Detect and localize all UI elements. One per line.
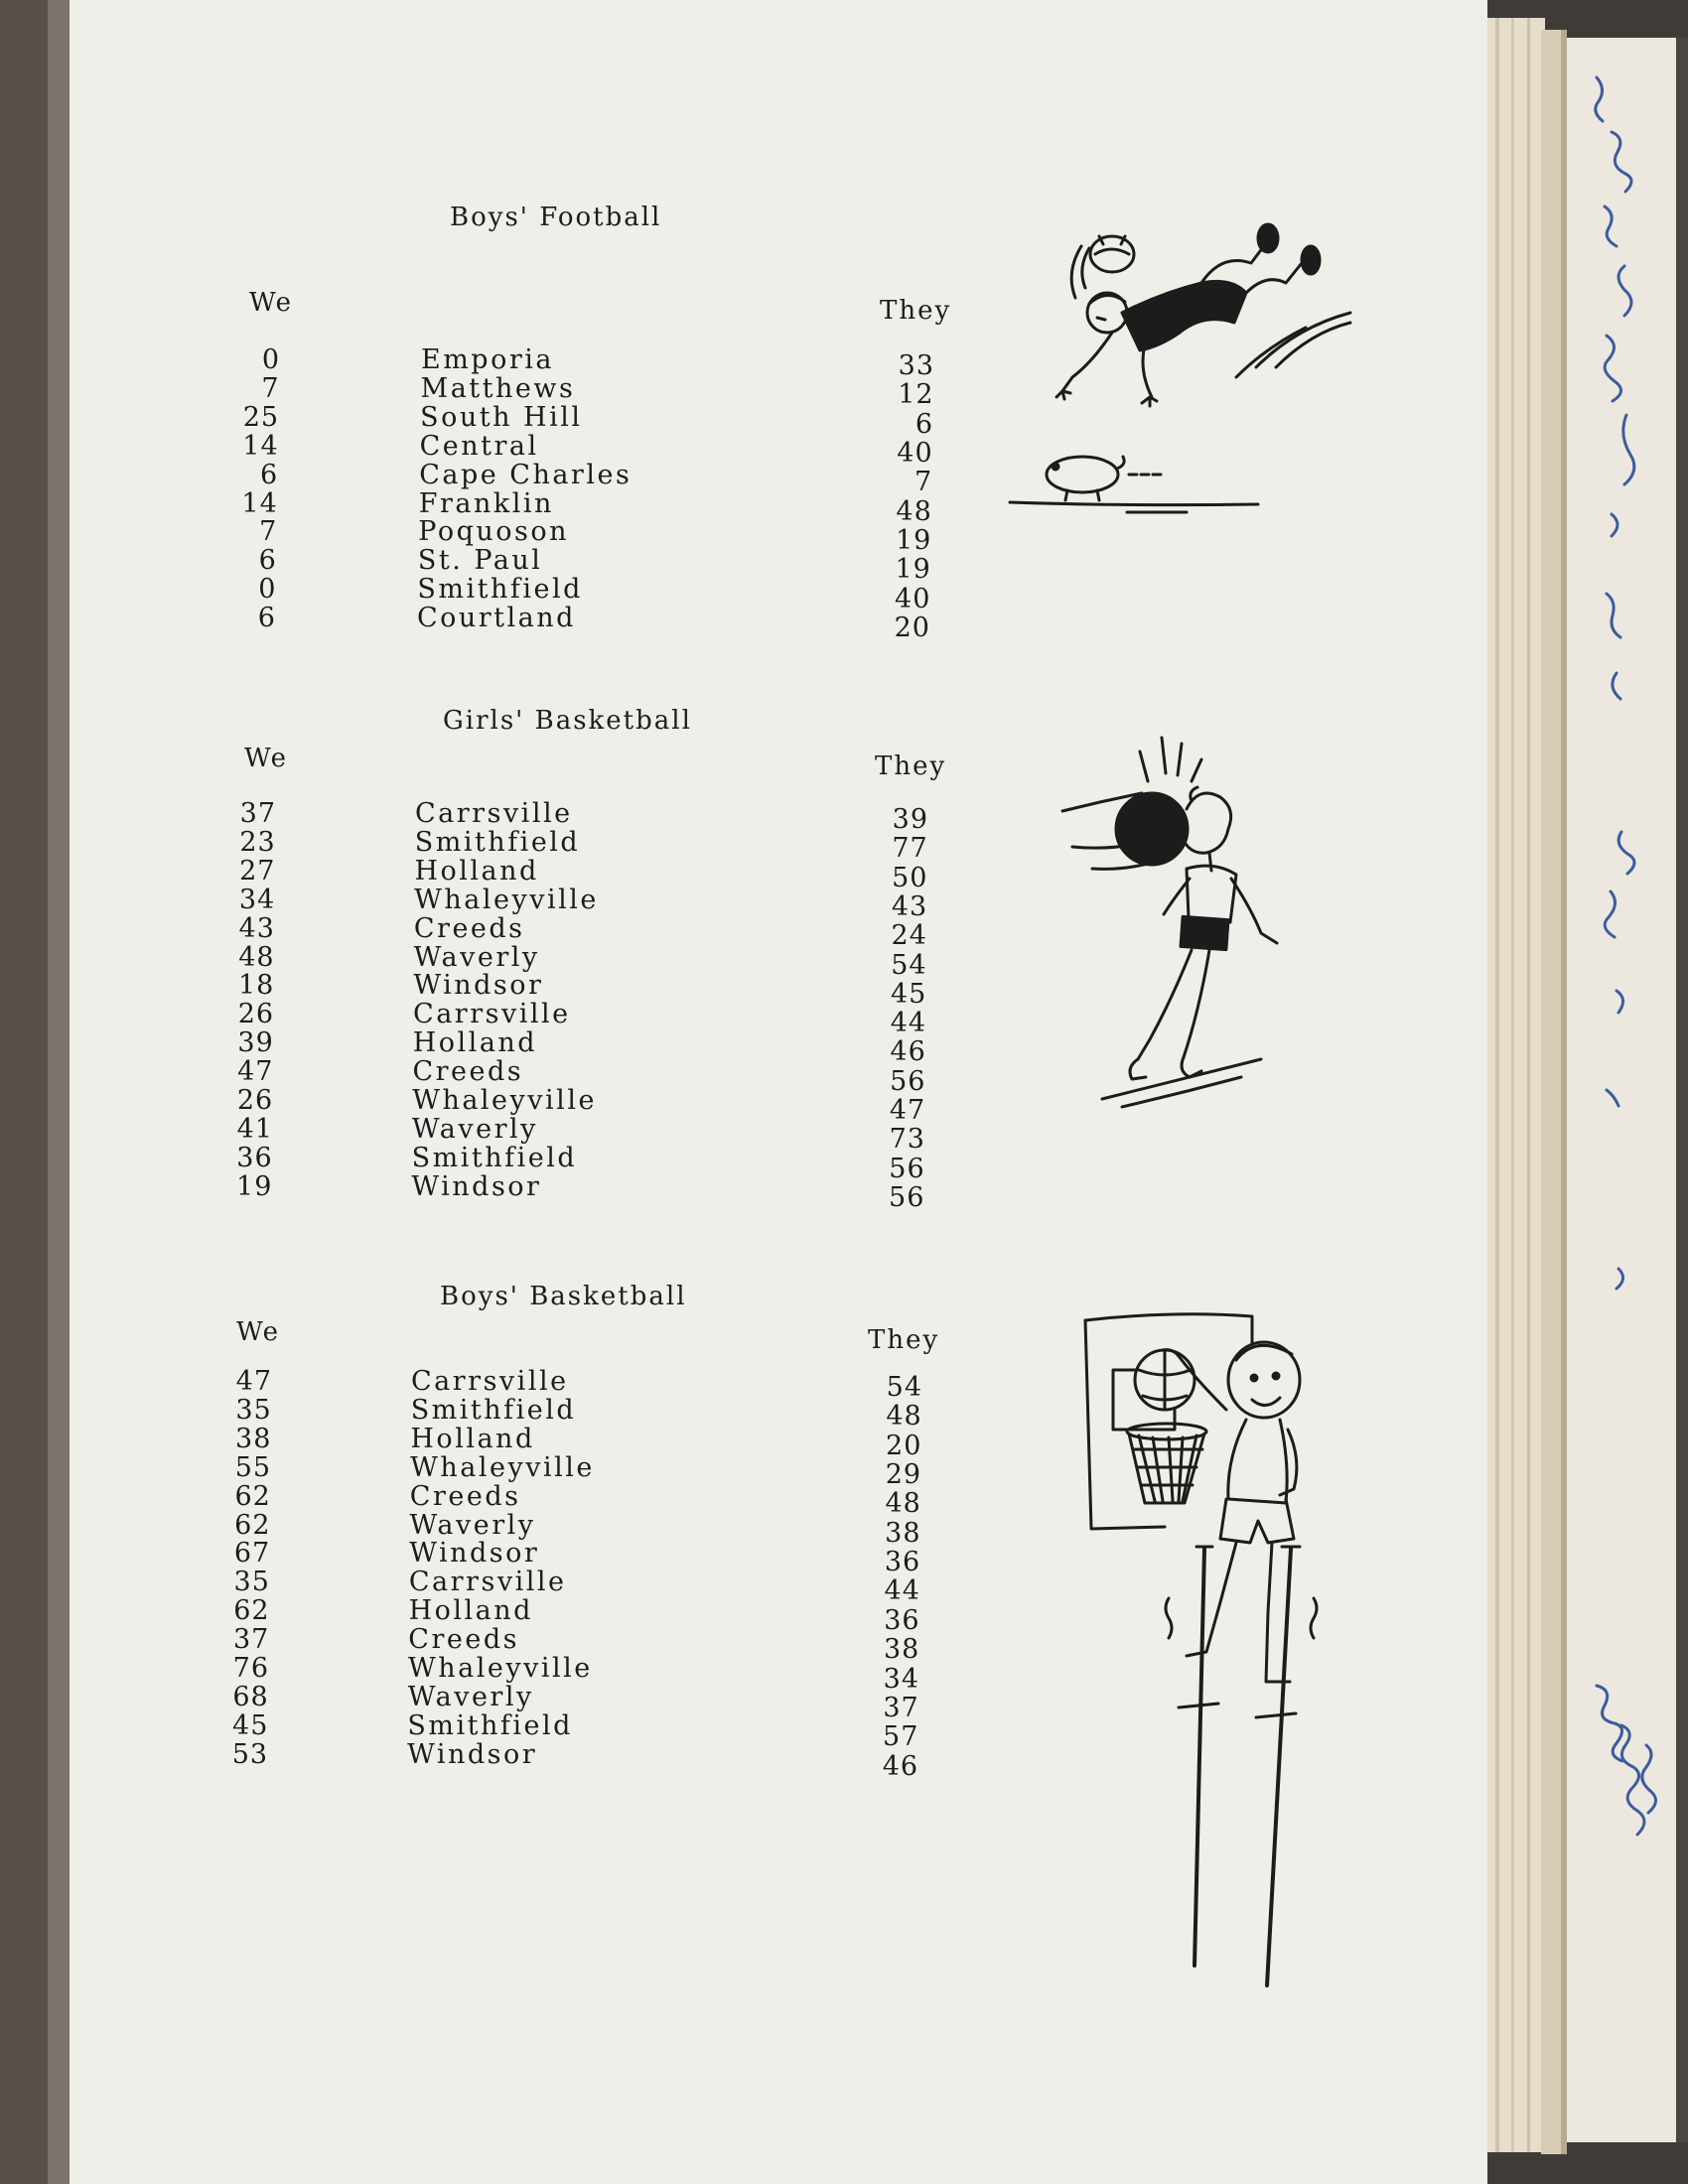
they-score: 7 <box>914 467 933 498</box>
table-row <box>0 1394 993 1433</box>
they-score: 48 <box>886 1401 922 1433</box>
they-score: 54 <box>886 1372 922 1403</box>
opponent-name: Smithfield <box>410 1394 577 1426</box>
opponent-name: Holland <box>408 1595 533 1627</box>
they-score: 46 <box>882 1750 919 1782</box>
opponent-name: Waverly <box>411 1113 538 1145</box>
table-row <box>0 912 993 952</box>
opponent-name: Windsor <box>411 1170 542 1202</box>
table-row <box>0 1738 993 1782</box>
they-score: 34 <box>883 1663 919 1695</box>
we-score: 34 <box>238 884 276 915</box>
we-score: 6 <box>260 459 279 490</box>
table-row <box>0 1027 993 1068</box>
we-score: 27 <box>239 855 276 887</box>
table-row <box>0 970 993 1010</box>
we-score: 47 <box>235 1366 272 1397</box>
we-score: 23 <box>239 826 276 858</box>
they-score: 40 <box>895 583 931 614</box>
opponent-name: Carrsville <box>413 999 571 1030</box>
we-score: 35 <box>235 1394 272 1426</box>
table-row <box>0 459 993 498</box>
they-score: 38 <box>883 1634 920 1666</box>
we-score: 14 <box>241 487 278 519</box>
we-score: 39 <box>237 1027 274 1059</box>
we-score: 38 <box>235 1423 272 1454</box>
they-score: 46 <box>890 1036 926 1068</box>
opponent-name: Waverly <box>409 1509 536 1541</box>
table-row <box>0 826 993 865</box>
table-row <box>0 574 993 614</box>
they-score: 54 <box>891 949 927 981</box>
we-score: 47 <box>237 1056 274 1088</box>
they-score: 43 <box>891 890 928 922</box>
opponent-name: Smithfield <box>407 1709 573 1741</box>
table-row <box>0 1480 993 1520</box>
table-row <box>0 855 993 893</box>
they-score: 73 <box>889 1124 925 1156</box>
opponent-name: Whaleyville <box>412 1085 597 1116</box>
they-score: 44 <box>890 1008 927 1039</box>
table-row <box>0 1056 993 1097</box>
table-row <box>0 603 993 644</box>
we-score: 25 <box>242 401 280 433</box>
opponent-name: Courtland <box>416 603 576 634</box>
they-score: 6 <box>914 408 934 440</box>
table-row <box>0 430 993 470</box>
table-row <box>0 798 993 835</box>
we-score: 18 <box>237 970 275 1002</box>
we-score: 36 <box>236 1142 273 1173</box>
table-row <box>0 1085 993 1126</box>
girl-hit-by-basketball-illustration <box>1043 730 1291 1117</box>
opponent-name: Smithfield <box>414 826 581 858</box>
opponent-name: Windsor <box>413 970 544 1002</box>
opponent-name: Creeds <box>408 1624 519 1656</box>
table-row <box>0 1170 993 1213</box>
we-score: 55 <box>234 1451 272 1483</box>
opponent-name: Waverly <box>407 1681 534 1712</box>
opponent-name: Holland <box>410 1423 535 1454</box>
they-score: 38 <box>885 1517 921 1549</box>
opponent-name: Central <box>419 430 539 462</box>
they-score: 48 <box>885 1488 921 1520</box>
opponent-name: Cape Charles <box>419 459 633 490</box>
opponent-name: Carrsville <box>411 1366 569 1397</box>
they-score: 39 <box>892 804 928 835</box>
we-score: 19 <box>236 1170 273 1202</box>
we-score: 62 <box>234 1509 271 1541</box>
we-column-header: We <box>244 744 288 773</box>
we-score: 35 <box>233 1567 270 1598</box>
they-score: 44 <box>884 1575 920 1607</box>
opponent-name: Creeds <box>413 912 525 944</box>
table-row <box>0 545 993 586</box>
opponent-name: St. Paul <box>417 545 543 577</box>
we-score: 14 <box>242 430 279 462</box>
opponent-name: Creeds <box>409 1480 521 1512</box>
they-score: 47 <box>889 1095 926 1126</box>
they-score: 20 <box>886 1430 922 1461</box>
we-score: 6 <box>258 545 277 577</box>
table-row <box>0 516 993 557</box>
table-row <box>0 1142 993 1184</box>
we-column-header: We <box>249 288 293 318</box>
opponent-name: Holland <box>412 1027 538 1059</box>
table-row <box>0 1595 993 1636</box>
they-score: 56 <box>889 1181 925 1213</box>
opponent-name: Windsor <box>409 1538 540 1570</box>
table-row <box>0 1681 993 1723</box>
table-row <box>0 1653 993 1695</box>
we-score: 37 <box>239 798 276 829</box>
we-score: 62 <box>233 1595 270 1627</box>
we-score: 6 <box>257 603 276 634</box>
opponent-name: Whaleyville <box>408 1653 593 1684</box>
they-score: 50 <box>892 862 928 893</box>
we-score: 0 <box>258 574 277 606</box>
they-score: 56 <box>889 1153 925 1184</box>
they-score: 29 <box>885 1459 922 1491</box>
they-score: 40 <box>897 438 933 470</box>
they-score: 56 <box>890 1065 926 1097</box>
table-row <box>0 1509 993 1549</box>
they-score: 37 <box>883 1692 919 1723</box>
opponent-name: Matthews <box>420 372 576 404</box>
opponent-name: Whaleyville <box>410 1451 595 1483</box>
table-row <box>0 1538 993 1578</box>
table-row <box>0 372 993 411</box>
opponent-name: Emporia <box>421 344 554 375</box>
we-score: 7 <box>259 516 278 548</box>
section-title: Boys' Football <box>450 203 662 232</box>
they-score: 19 <box>895 554 931 586</box>
we-score: 76 <box>232 1653 269 1684</box>
opponent-name: Whaleyville <box>414 884 599 915</box>
they-score: 33 <box>898 350 934 381</box>
football-player-diving-illustration <box>1008 218 1360 521</box>
we-score: 67 <box>233 1538 271 1570</box>
they-score: 12 <box>898 379 934 411</box>
table-row <box>0 401 993 440</box>
we-column-header: We <box>236 1317 280 1347</box>
table-row <box>0 1451 993 1491</box>
table-row <box>0 884 993 922</box>
we-score: 43 <box>238 912 275 944</box>
opponent-name: Waverly <box>413 941 540 973</box>
opponent-name: Creeds <box>412 1056 524 1088</box>
they-column-header: They <box>880 296 952 326</box>
table-row <box>0 344 993 381</box>
table-row <box>0 1567 993 1607</box>
table-row <box>0 1624 993 1666</box>
section-title: Girls' Basketball <box>443 706 692 736</box>
opponent-name: Carrsville <box>415 798 573 829</box>
table-row <box>0 999 993 1039</box>
they-score: 24 <box>891 920 927 952</box>
opponent-name: Smithfield <box>411 1142 578 1173</box>
opponent-name: Windsor <box>407 1738 538 1770</box>
table-row <box>0 1366 993 1403</box>
they-score: 36 <box>884 1547 921 1578</box>
we-score: 26 <box>236 1085 274 1116</box>
they-score: 48 <box>896 495 932 527</box>
they-score: 19 <box>895 525 932 557</box>
opponent-name: South Hill <box>420 401 583 433</box>
we-score: 37 <box>232 1624 270 1656</box>
we-score: 26 <box>237 999 275 1030</box>
we-score: 53 <box>231 1738 269 1770</box>
opponent-name: Smithfield <box>417 574 583 606</box>
we-score: 68 <box>232 1681 269 1712</box>
they-score: 77 <box>892 833 928 865</box>
boy-on-stilts-dunking-illustration <box>1077 1300 1345 1995</box>
opponent-name: Holland <box>414 855 539 887</box>
they-column-header: They <box>868 1325 940 1355</box>
they-score: 45 <box>890 978 927 1010</box>
section-title: Boys' Basketball <box>440 1282 687 1311</box>
opponent-name: Poquoson <box>418 516 570 548</box>
table-row <box>0 1709 993 1753</box>
table-row <box>0 1113 993 1156</box>
table-row <box>0 941 993 981</box>
we-score: 7 <box>261 372 280 404</box>
we-score: 41 <box>236 1113 273 1145</box>
we-score: 0 <box>261 344 280 375</box>
opponent-name: Carrsville <box>408 1567 567 1598</box>
they-score: 36 <box>884 1604 920 1636</box>
we-score: 45 <box>232 1709 269 1741</box>
we-score: 48 <box>238 941 275 973</box>
they-column-header: They <box>875 751 947 781</box>
handwritten-inscription <box>1567 38 1676 2142</box>
they-score: 57 <box>883 1721 919 1753</box>
table-row <box>0 487 993 527</box>
opponent-name: Franklin <box>418 487 554 519</box>
we-score: 62 <box>234 1480 271 1512</box>
table-row <box>0 1423 993 1461</box>
they-score: 20 <box>894 613 930 644</box>
